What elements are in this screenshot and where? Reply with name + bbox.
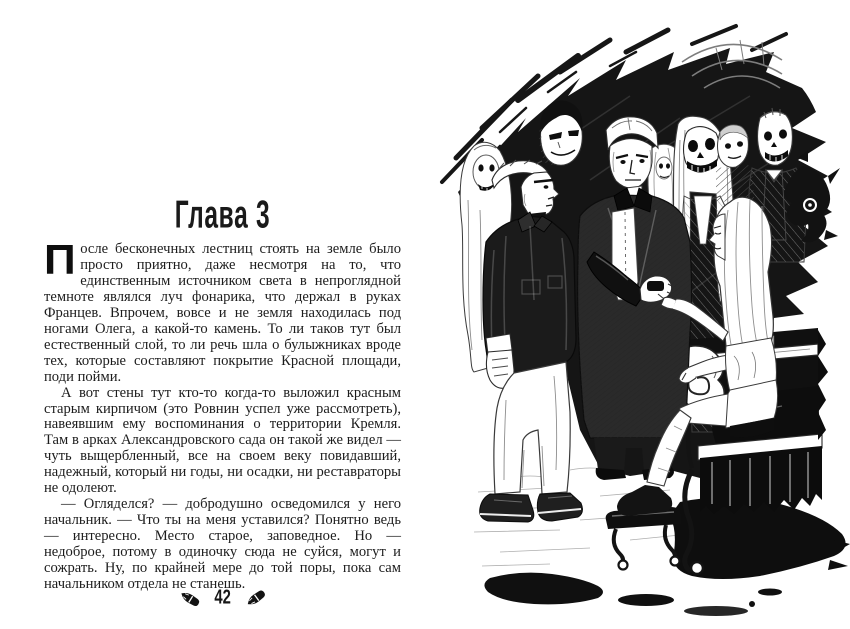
bullet-icon-right <box>242 585 269 611</box>
paragraph-1 <box>44 236 401 386</box>
paragraph-1-text: осле бесконечных лестниц стоять на земле было просто приятно, даже несмотря на то, что единственным источником света в непроглядной темноте являлся луч фонарика, что держал в руках Францев. Впрочем, вовсе и не земля находилась под ногами Олега, а какой-то камень. То ли таков тут был естественный слой, то ли речь шла о булыжниках вроде тех, которые составляют покрытие Красной площади, поди пойми. <box>44 241 401 385</box>
page-footer <box>44 587 401 609</box>
footstool <box>606 507 681 570</box>
page-number: 42 <box>214 586 231 609</box>
sinister-man <box>539 101 582 166</box>
bullet-icon-left <box>176 586 203 611</box>
paragraph-2: А вот стены тут кто-то когда-то выложил красным старым кирпичом (это Ровнин успел уже рассмотреть), навеявшим ему воспоминания о территории Кремля. Там в арках Александровского сада он такой же видел — чуть выщербленный, все на своем веку повидавший, надежный, который ни годы, ни осадки, ни реставраторы не одолеют. <box>44 384 401 497</box>
chapter-title: Глава 3 <box>174 193 271 237</box>
left-page <box>44 0 401 629</box>
chapter-illustration <box>430 0 850 629</box>
chapter-text <box>44 236 401 593</box>
right-page <box>430 0 850 629</box>
drop-cap: П <box>44 236 76 283</box>
paragraph-3: — Огляделся? — добродушно осведомился у него начальник. — Что ты на меня уставился? Понятно ведь — интересно. Место старое, заповедное. Но — недоброе, потому в одиночку сюда не суйся, могут и сожрать. Ну, по крайней мере до той поры, пока сам начальником отдела не станешь. <box>44 496 401 593</box>
